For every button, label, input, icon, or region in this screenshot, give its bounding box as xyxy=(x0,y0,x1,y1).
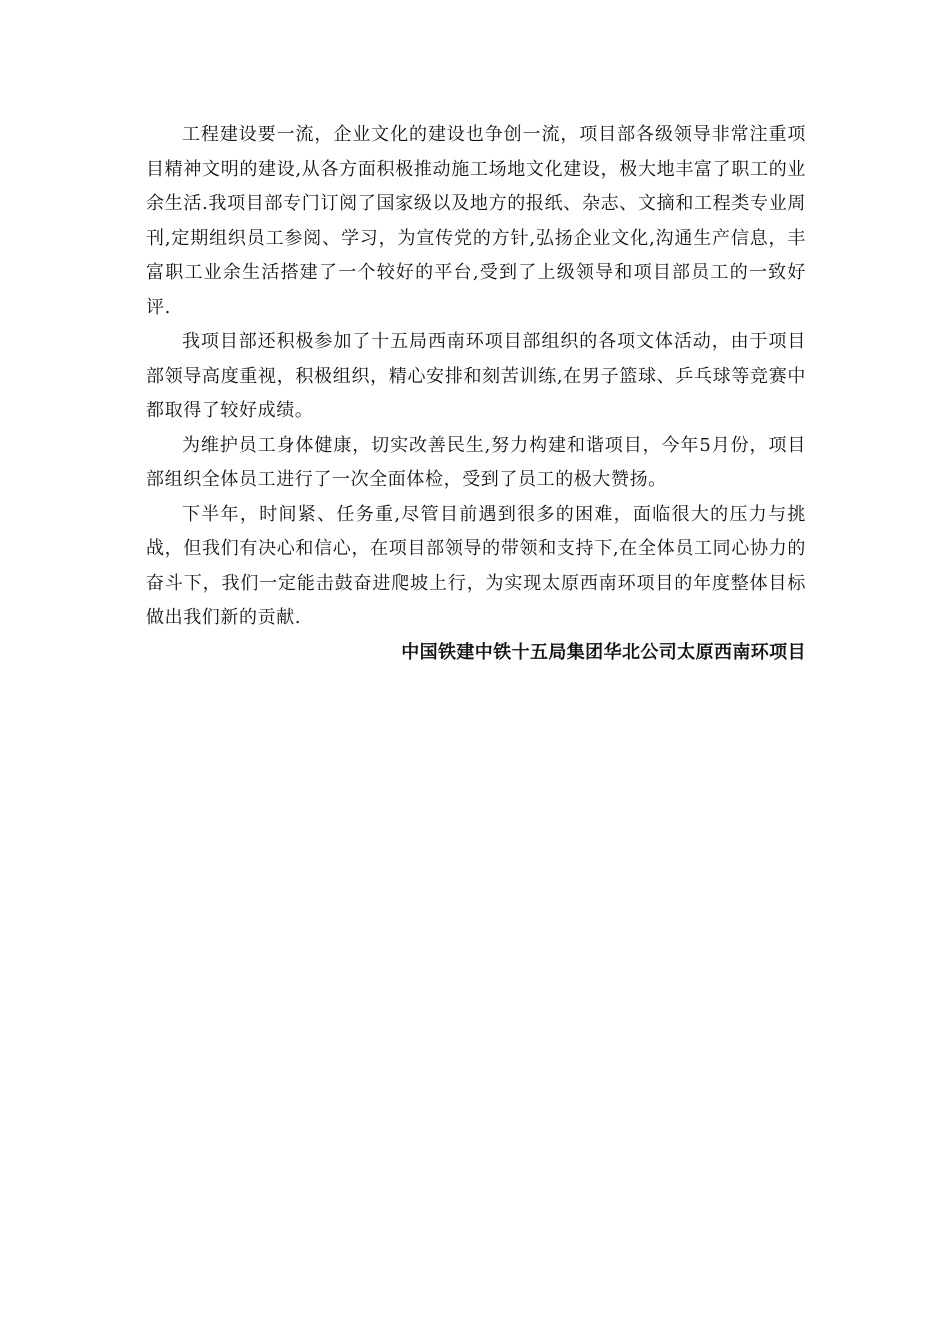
paragraph-outlook: 下半年，时间紧、任务重,尽管目前遇到很多的困难，面临很大的压力与挑战，但我们有决心和信心，在项目部领导的带领和支持下,在全体员工同心协力的奋斗下，我们一定能击鼓奋进爬坡上行，为实现太原西南环项目的年度整体目标做出我们新的贡献. xyxy=(146,503,806,628)
paragraph-health: 为维护员工身体健康，切实改善民生,努力构建和谐项目，今年5月份，项目部组织全体员工进行了一次全面体检，受到了员工的极大赞扬。 xyxy=(146,434,806,490)
signature-organization: 中国铁建中铁十五局集团华北公司太原西南环项目 xyxy=(401,641,806,663)
paragraph-sports: 我项目部还积极参加了十五局西南环项目部组织的各项文体活动，由于项目部领导高度重视，积极组织，精心安排和刻苦训练,在男子篮球、乒乓球等竞赛中都取得了较好成绩。 xyxy=(146,331,806,421)
document-body xyxy=(146,118,806,670)
paragraph-culture: 工程建设要一流，企业文化的建设也争创一流，项目部各级领导非常注重项目精神文明的建设,从各方面积极推动施工场地文化建设，极大地丰富了职工的业余生活.我项目部专门订阅了国家级以及地方的报纸、杂志、文摘和工程类专业周刊,定期组织员工参阅、学习，为宣传党的方针,弘扬企业文化,沟通生产信息，丰富职工业余生活搭建了一个较好的平台,受到了上级领导和项目部员工的一致好评. xyxy=(146,124,806,318)
